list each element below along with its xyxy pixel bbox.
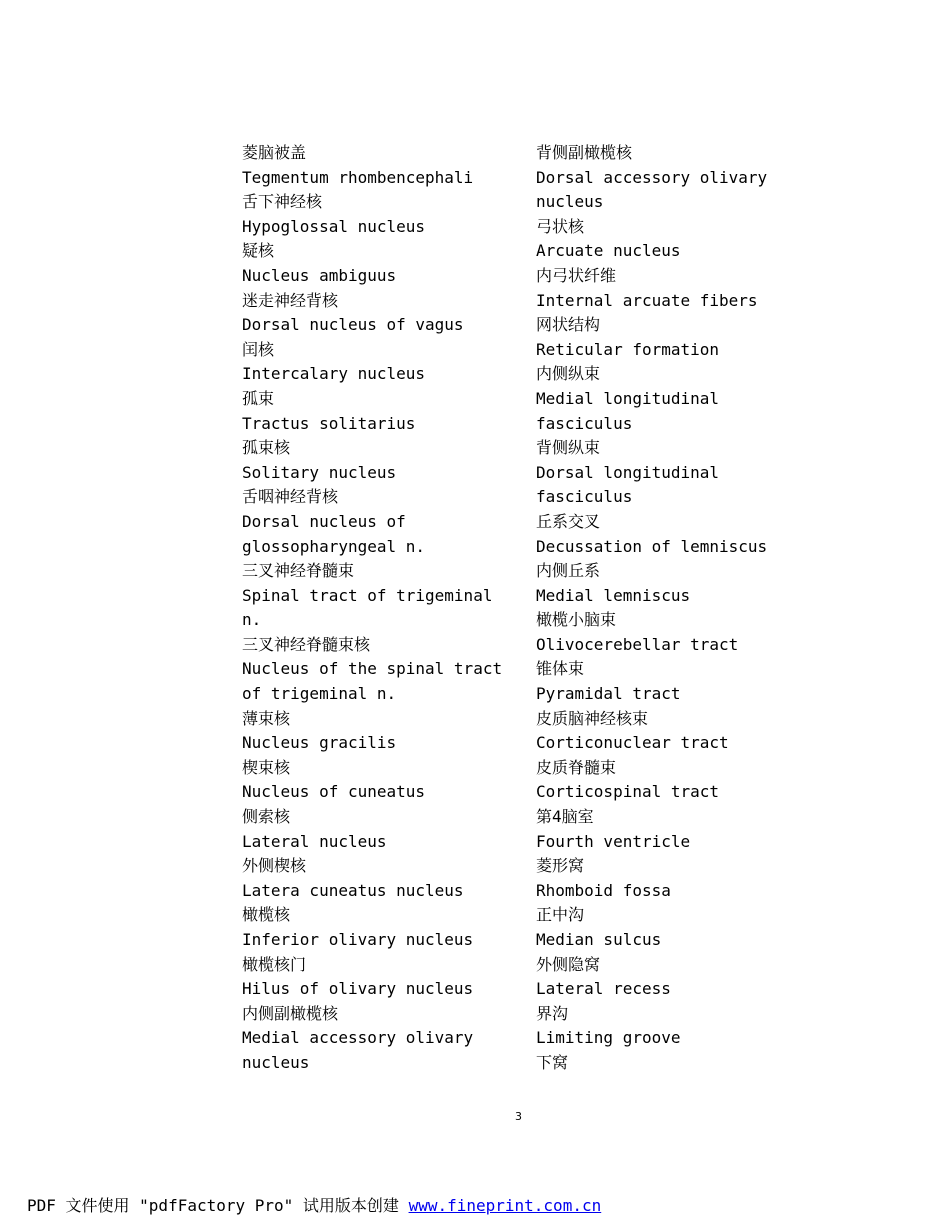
term-line: 丘系交叉 <box>536 511 601 531</box>
term-line: Dorsal accessory olivary <box>536 167 768 187</box>
term-line: Nucleus ambiguus <box>242 265 397 285</box>
term-line: 背侧副橄榄核 <box>536 143 633 162</box>
pdf-footer <box>27 1193 601 1216</box>
term-line: Olivocerebellar tract <box>536 634 739 654</box>
term-line: Hypoglossal nucleus <box>242 216 426 236</box>
term-line: Medial accessory olivary <box>242 1028 474 1048</box>
term-line: Medial longitudinal <box>536 388 720 408</box>
term-line: 背侧纵束 <box>536 438 601 458</box>
term-line: 界沟 <box>536 1003 569 1023</box>
right-term-column <box>536 141 836 1076</box>
term-line: 菱形窝 <box>536 856 585 876</box>
footer-text: PDF 文件使用 "pdfFactory Pro" 试用版本创建 <box>27 1196 409 1215</box>
term-line: 橄榄核 <box>242 905 291 925</box>
term-line: Decussation of lemniscus <box>536 536 768 556</box>
term-line: Nucleus of the spinal tract <box>242 659 503 679</box>
term-line: Corticonuclear tract <box>536 733 729 753</box>
term-line: 菱脑被盖 <box>242 143 307 162</box>
term-line: Lateral recess <box>536 979 671 999</box>
term-line: glossopharyngeal n. <box>242 536 426 556</box>
term-line: 三叉神经脊髓束 <box>242 561 355 581</box>
term-line: 侧索核 <box>242 807 291 827</box>
term-line: Nucleus of cuneatus <box>242 782 426 802</box>
term-line: Spinal tract of trigeminal <box>242 585 493 605</box>
term-line: Internal arcuate fibers <box>536 290 758 310</box>
term-line: 迷走神经背核 <box>242 290 339 310</box>
term-line: nucleus <box>242 1052 310 1072</box>
term-line: of trigeminal n. <box>242 684 397 704</box>
term-line: 三叉神经脊髓束核 <box>242 634 371 654</box>
term-line: 皮质脑神经核束 <box>536 708 649 728</box>
term-line: 橄榄核门 <box>242 954 307 974</box>
term-line: Reticular formation <box>536 339 720 359</box>
term-line: 闰核 <box>242 339 275 359</box>
term-line: Hilus of olivary nucleus <box>242 979 474 999</box>
term-line: 第4脑室 <box>536 807 594 827</box>
term-line: 正中沟 <box>536 905 585 925</box>
term-line: fasciculus <box>536 487 633 507</box>
term-line: Tegmentum rhombencephali <box>242 167 474 187</box>
term-line: 外侧楔核 <box>242 856 307 876</box>
term-line: Intercalary nucleus <box>242 364 426 384</box>
term-line: Fourth ventricle <box>536 831 691 851</box>
term-line: 舌下神经核 <box>242 192 323 212</box>
left-term-column <box>242 141 522 1076</box>
term-line: fasciculus <box>536 413 633 433</box>
term-line: Tractus solitarius <box>242 413 416 433</box>
page-number: 3 <box>515 1110 522 1123</box>
term-line: 弓状核 <box>536 216 585 236</box>
term-line: 孤束核 <box>242 438 291 458</box>
term-line: Lateral nucleus <box>242 831 387 851</box>
term-line: 锥体束 <box>536 659 585 679</box>
term-line: 网状结构 <box>536 315 601 335</box>
term-line: Rhomboid fossa <box>536 880 671 900</box>
term-line: Corticospinal tract <box>536 782 720 802</box>
term-line: 外侧隐窝 <box>536 954 601 974</box>
footer-link[interactable]: www.fineprint.com.cn <box>408 1196 602 1215</box>
term-line: 内侧纵束 <box>536 364 601 384</box>
term-line: 内侧副橄榄核 <box>242 1003 339 1023</box>
term-line: 皮质脊髓束 <box>536 757 617 777</box>
term-line: Dorsal nucleus of <box>242 511 406 531</box>
term-line: Nucleus gracilis <box>242 733 397 753</box>
term-line: Pyramidal tract <box>536 684 681 704</box>
term-line: 疑核 <box>242 241 275 261</box>
term-line: 下窝 <box>536 1052 569 1072</box>
term-line: 内弓状纤维 <box>536 265 617 285</box>
term-line: nucleus <box>536 192 604 212</box>
term-line: Inferior olivary nucleus <box>242 930 474 949</box>
term-line: Arcuate nucleus <box>536 241 681 261</box>
term-line: Medial lemniscus <box>536 585 691 605</box>
term-line: 舌咽神经背核 <box>242 487 339 507</box>
term-line: Median sulcus <box>536 930 662 949</box>
term-line: Limiting groove <box>536 1028 681 1048</box>
term-line: 橄榄小脑束 <box>536 610 617 630</box>
term-line: Dorsal nucleus of vagus <box>242 315 464 335</box>
term-line: n. <box>242 610 262 630</box>
term-line: Latera cuneatus nucleus <box>242 880 464 900</box>
term-line: 内侧丘系 <box>536 561 601 581</box>
term-line: 薄束核 <box>242 708 291 728</box>
term-line: Dorsal longitudinal <box>536 462 720 482</box>
term-line: Solitary nucleus <box>242 462 397 482</box>
term-line: 楔束核 <box>242 757 291 777</box>
term-line: 孤束 <box>242 388 275 408</box>
